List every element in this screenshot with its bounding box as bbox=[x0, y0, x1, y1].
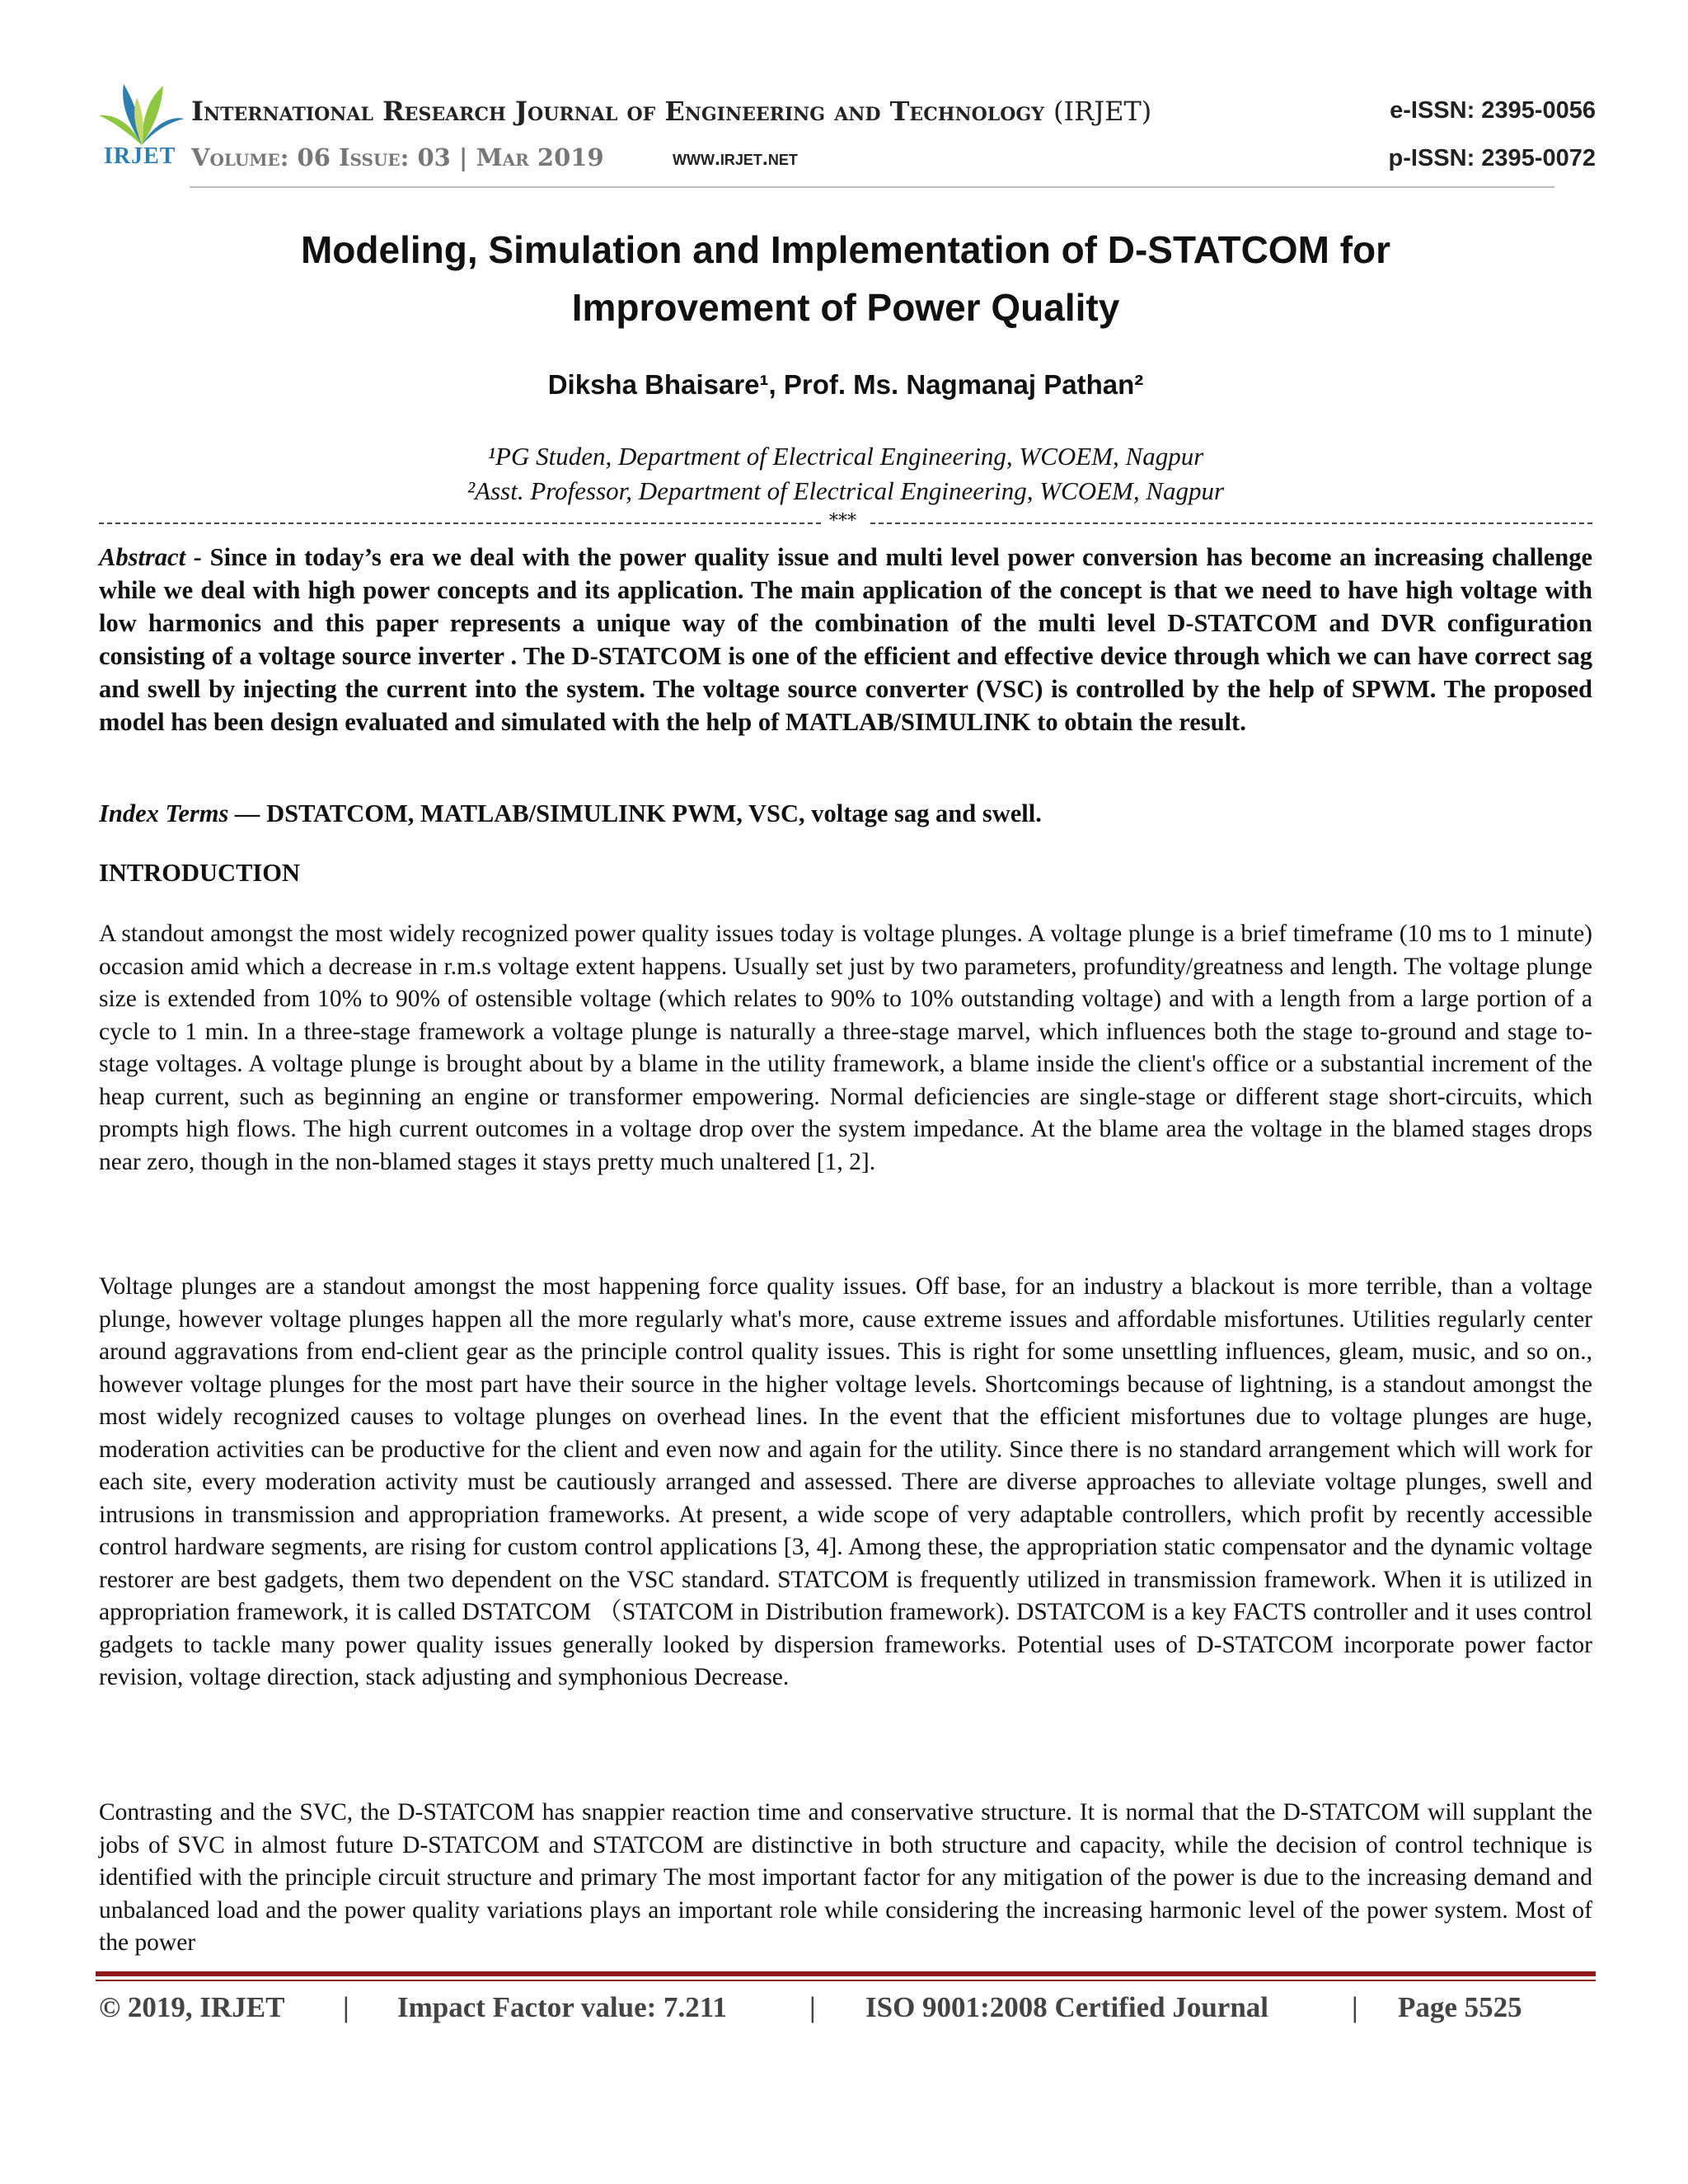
footer-rule-thick bbox=[96, 1971, 1596, 1976]
index-terms bbox=[99, 799, 1592, 828]
journal-url[interactable]: www.irjet.net bbox=[673, 147, 798, 170]
abstract-label: Abstract - bbox=[99, 543, 202, 571]
footer-page-number: Page 5525 bbox=[1398, 1991, 1522, 2023]
journal-abbr: (IRJET) bbox=[1053, 96, 1152, 127]
footer-impact-factor: Impact Factor value: 7.211 bbox=[397, 1991, 727, 2023]
index-terms-text: DSTATCOM, MATLAB/SIMULINK PWM, VSC, voltage sag and swell. bbox=[266, 799, 1042, 827]
separator-stars: *** bbox=[829, 511, 856, 532]
leaf-icon bbox=[96, 81, 188, 147]
abstract bbox=[99, 541, 1592, 738]
index-terms-label: Index Terms — bbox=[99, 799, 260, 827]
title-line-1: Modeling, Simulation and Implementation of D-STATCOM for bbox=[300, 228, 1390, 271]
footer-separator: | bbox=[809, 1991, 816, 2023]
paragraph-1: A standout amongst the most widely recognized power quality issues today is voltage plunges. A voltage plunge is a brief timeframe (10 ms to 1 minute) occasion amid which a decrease in r.m.s voltage extent happens. Usually set just by two parameters, profundity/greatness and length. The voltage plunge size is extended from 10% to 90% of ostensible voltage (which relates to 90% to 10% outstanding voltage) and with a length from a large portion of a cycle to 1 min. In a three-stage framework a voltage plunge is naturally a three-stage marvel, which influences both the stage to-ground and stage to-stage voltages. A voltage plunge is brought about by a blame in the utility framework, a blame inside the client's office or a substantial increment of the heap current, such as beginning an engine or transformer empowering. Normal deficiencies are single-stage or different stage short-circuits, which prompts high flows. The high current outcomes in a voltage drop over the system impedance. At the blame area the voltage in the blamed stages drops near zero, though in the non-blamed stages it stays pretty much unaltered [1, 2]. bbox=[99, 921, 1592, 1175]
title-line-2: Improvement of Power Quality bbox=[571, 286, 1120, 329]
footer-separator: | bbox=[1352, 1991, 1358, 2023]
abstract-text: Since in today’s era we deal with the power quality issue and multi level power conversion has become an increasing challenge while we deal with high power concepts and its application. The main application of the concept is that we need to have high voltage with low harmonics and this paper represents a unique way of the combination of the multi level D-STATCOM and DVR configuration consisting of a voltage source inverter . The D-STATCOM is one of the efficient and effective device through which we can have correct sag and swell by injecting the current into the system. The voltage source converter (VSC) is controlled by the help of SPWM. The proposed model has been design evaluated and simulated with the help of MATLAB/SIMULINK to obtain the result. bbox=[99, 543, 1593, 736]
paper-title bbox=[99, 221, 1592, 336]
journal-title-text: International Research Journal of Engineering and Technology bbox=[191, 96, 1044, 127]
e-issn: e-ISSN: 2395-0056 bbox=[1390, 97, 1596, 124]
header-rule bbox=[190, 186, 1554, 188]
logo-text: IRJET bbox=[104, 143, 176, 169]
separator-dash-right bbox=[870, 523, 1592, 524]
authors: Diksha Bhaisare¹, Prof. Ms. Nagmanaj Pathan² bbox=[547, 369, 1144, 400]
p-issn: p-ISSN: 2395-0072 bbox=[1388, 145, 1596, 171]
footer-rule-thin bbox=[96, 1980, 1596, 1981]
footer-iso: ISO 9001:2008 Certified Journal bbox=[865, 1991, 1269, 2023]
section-separator bbox=[99, 513, 1592, 532]
footer-copyright: © 2019, IRJET bbox=[99, 1991, 285, 2023]
separator-dash-left bbox=[99, 523, 821, 524]
footer-separator: | bbox=[343, 1991, 349, 2023]
paragraph-3: Contrasting and the SVC, the D-STATCOM has snappier reaction time and conservative structure. It is normal that the D-STATCOM will supplant the jobs of SVC in almost future D-STATCOM and STATCOM are distinctive in both structure and capacity, while the decision of control technique is identified with the principle circuit structure and primary The most important factor for any mitigation of the power is due to the increasing demand and unbalanced load and the power quality variations plays an important role while considering the increasing harmonic level of the power system. Most of the power bbox=[99, 1799, 1592, 1956]
affiliation-2: ²Asst. Professor, Department of Electrical Engineering, WCOEM, Nagpur bbox=[467, 476, 1225, 505]
irjet-logo bbox=[96, 81, 188, 181]
paragraph-2: Voltage plunges are a standout amongst the most happening force quality issues. Off base, for an industry a blackout is more terrible, than a voltage plunge, however voltage plunges happen all the more regularly what's more, cause extreme issues and affordable misfortunes. Utilities regularly center around aggravations from end-client gear as the principle control quality issues. This is right for some unsettling influences, gleam, music, and so on., however voltage plunges for the most part have their source in the higher voltage levels. Shortcomings because of lightning, is a standout amongst the most widely recognized causes to voltage plunges on overhead lines. In the event that the efficient misfortunes due to voltage plunges are huge, moderation activities can be productive for the client and even now and again for the utility. Since there is no standard arrangement which will work for each site, every moderation activity must be cautiously arranged and assessed. There are diverse approaches to alleviate voltage plunges, swell and intrusions in transmission and appropriation frameworks. At present, a wide scope of very adaptable controllers, which profit by recently accessible control hardware segments, are rising for custom control applications [3, 4]. Among these, the appropriation static compensator and the dynamic voltage restorer are best gadgets, them two dependent on the VSC standard. STATCOM is frequently utilized in transmission framework. When it is utilized in appropriation framework, it is called DSTATCOM （STATCOM in Distribution framework). DSTATCOM is a key FACTS controller and it uses control gadgets to tackle many power quality issues generally looked by dispersion frameworks. Potential uses of D-STATCOM incorporate power factor revision, voltage direction, stack adjusting and symphonious Decrease. bbox=[99, 1273, 1592, 1690]
affiliation-1: ¹PG Studen, Department of Electrical Engineering, WCOEM, Nagpur bbox=[487, 442, 1204, 471]
introduction-heading: INTRODUCTION bbox=[99, 859, 301, 887]
journal-title bbox=[191, 96, 1151, 127]
volume-issue: Volume: 06 Issue: 03 | Mar 2019 bbox=[191, 143, 604, 171]
journal-header bbox=[96, 81, 1596, 188]
